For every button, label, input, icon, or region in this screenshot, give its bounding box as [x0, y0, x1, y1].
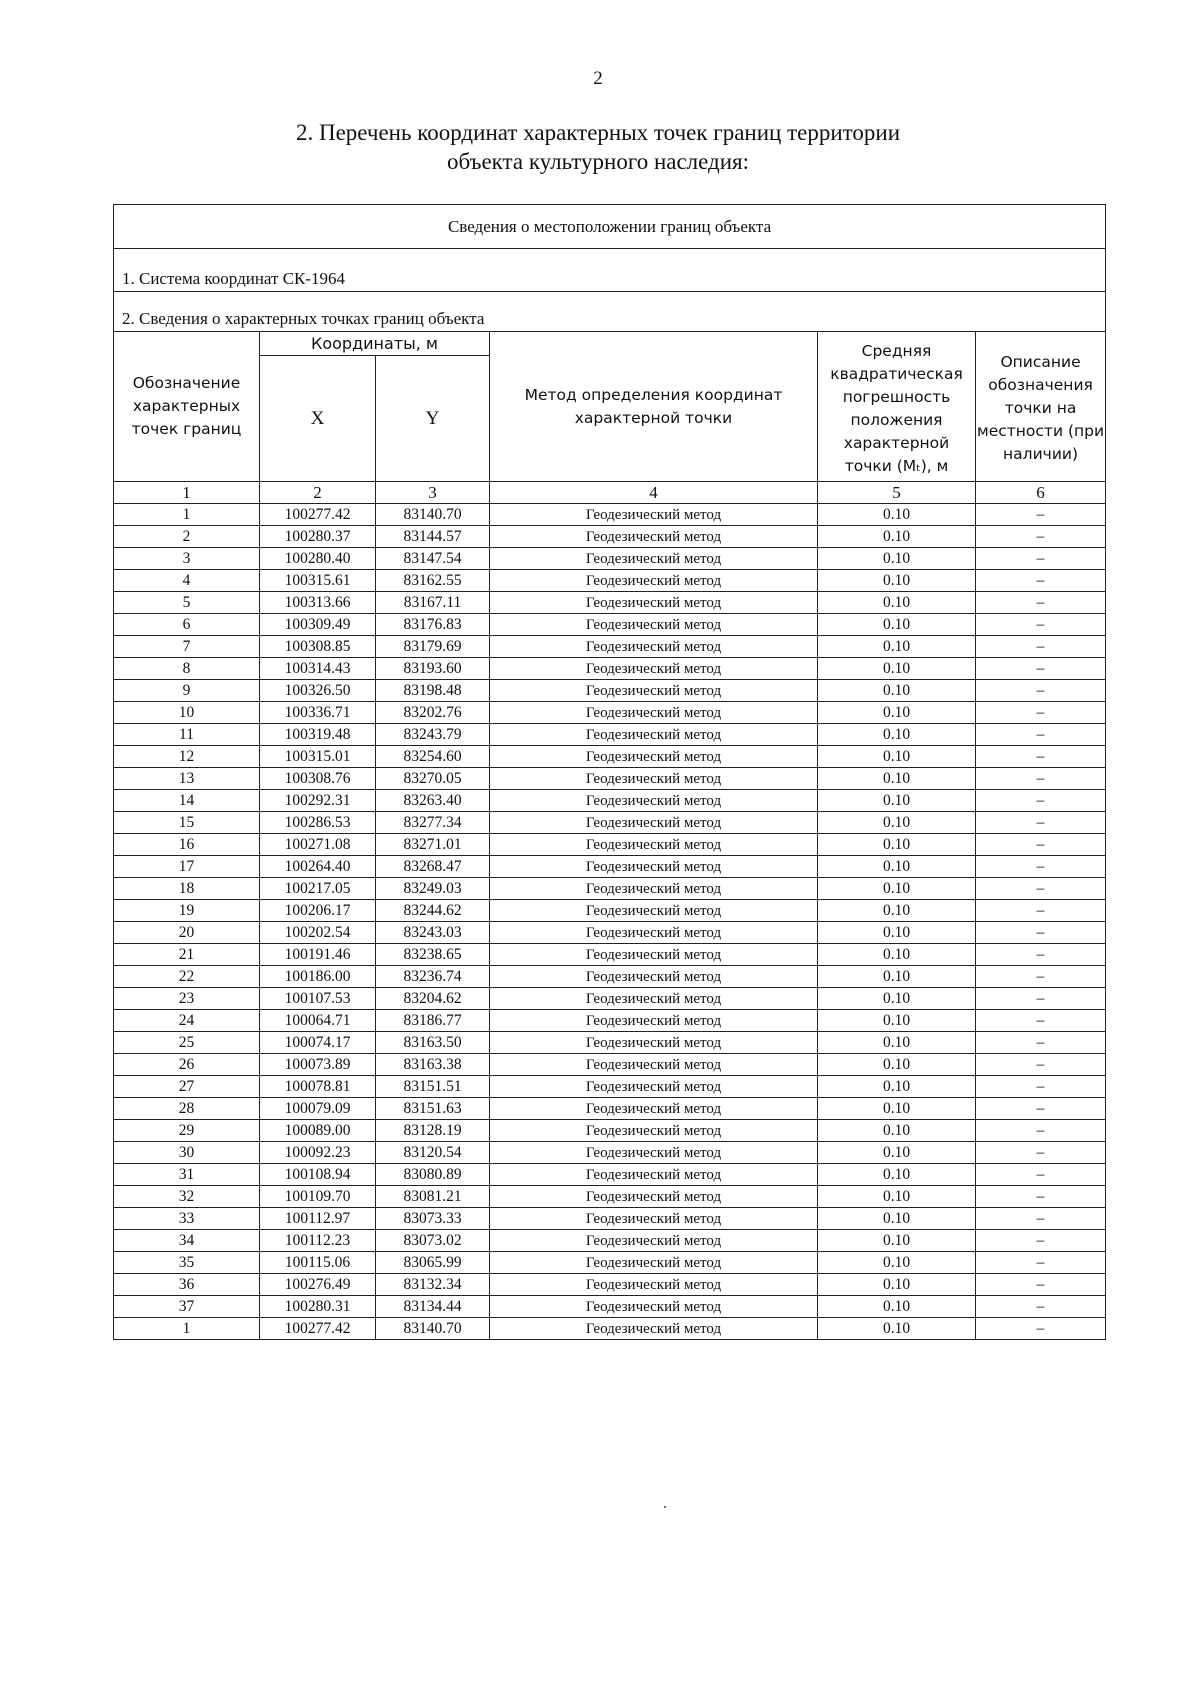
y-coordinate-cell: 83134.44 — [376, 1296, 490, 1318]
method-cell: Геодезический метод — [490, 1054, 818, 1076]
header-x: X — [260, 356, 376, 482]
x-coordinate-cell: 100073.89 — [260, 1054, 376, 1076]
method-cell: Геодезический метод — [490, 966, 818, 988]
point-number-cell: 12 — [114, 746, 260, 768]
point-number-cell: 15 — [114, 812, 260, 834]
error-cell: 0.10 — [818, 1098, 976, 1120]
method-cell: Геодезический метод — [490, 1252, 818, 1274]
point-number-cell: 4 — [114, 570, 260, 592]
error-cell: 0.10 — [818, 1186, 976, 1208]
method-cell: Геодезический метод — [490, 570, 818, 592]
column-number: 5 — [818, 482, 976, 504]
method-cell: Геодезический метод — [490, 768, 818, 790]
x-coordinate-cell: 100313.66 — [260, 592, 376, 614]
table-row — [114, 1120, 1106, 1142]
point-number-cell: 19 — [114, 900, 260, 922]
x-coordinate-cell: 100309.49 — [260, 614, 376, 636]
x-coordinate-cell: 100264.40 — [260, 856, 376, 878]
document-title — [0, 118, 1198, 176]
method-cell: Геодезический метод — [490, 988, 818, 1010]
y-coordinate-cell: 83132.34 — [376, 1274, 490, 1296]
description-cell: – — [976, 1208, 1106, 1230]
table-row — [114, 768, 1106, 790]
y-coordinate-cell: 83128.19 — [376, 1120, 490, 1142]
column-number: 3 — [376, 482, 490, 504]
x-coordinate-cell: 100308.76 — [260, 768, 376, 790]
table-row — [114, 1296, 1106, 1318]
error-cell: 0.10 — [818, 922, 976, 944]
table-row — [114, 548, 1106, 570]
method-cell: Геодезический метод — [490, 724, 818, 746]
header-coordinates: Координаты, м — [260, 332, 490, 356]
description-cell: – — [976, 1142, 1106, 1164]
x-coordinate-cell: 100308.85 — [260, 636, 376, 658]
y-coordinate-cell: 83162.55 — [376, 570, 490, 592]
table-row — [114, 680, 1106, 702]
method-cell: Геодезический метод — [490, 702, 818, 724]
table-row — [114, 702, 1106, 724]
x-coordinate-cell: 100277.42 — [260, 1318, 376, 1340]
description-cell: – — [976, 878, 1106, 900]
table-row — [114, 526, 1106, 548]
y-coordinate-cell: 83263.40 — [376, 790, 490, 812]
description-cell: – — [976, 1054, 1106, 1076]
y-coordinate-cell: 83236.74 — [376, 966, 490, 988]
table-row — [114, 1098, 1106, 1120]
method-cell: Геодезический метод — [490, 504, 818, 526]
x-coordinate-cell: 100074.17 — [260, 1032, 376, 1054]
x-coordinate-cell: 100217.05 — [260, 878, 376, 900]
description-cell: – — [976, 1032, 1106, 1054]
point-number-cell: 32 — [114, 1186, 260, 1208]
point-number-cell: 1 — [114, 504, 260, 526]
description-cell: – — [976, 636, 1106, 658]
table-row — [114, 746, 1106, 768]
error-cell: 0.10 — [818, 790, 976, 812]
method-cell: Геодезический метод — [490, 1164, 818, 1186]
table-row — [114, 1010, 1106, 1032]
point-number-cell: 29 — [114, 1120, 260, 1142]
description-cell: – — [976, 1318, 1106, 1340]
table-row — [114, 570, 1106, 592]
error-cell: 0.10 — [818, 1010, 976, 1032]
error-cell: 0.10 — [818, 548, 976, 570]
y-coordinate-cell: 83073.33 — [376, 1208, 490, 1230]
error-cell: 0.10 — [818, 1230, 976, 1252]
description-cell: – — [976, 856, 1106, 878]
method-cell: Геодезический метод — [490, 812, 818, 834]
y-coordinate-cell: 83277.34 — [376, 812, 490, 834]
description-cell: – — [976, 1186, 1106, 1208]
method-cell: Геодезический метод — [490, 922, 818, 944]
table-row — [114, 1054, 1106, 1076]
table-row — [114, 1318, 1106, 1340]
document-title-line-2: объекта культурного наследия: — [446, 149, 750, 174]
description-cell: – — [976, 680, 1106, 702]
y-coordinate-cell: 83140.70 — [376, 1318, 490, 1340]
column-number-row — [114, 482, 1106, 504]
table-row — [114, 1164, 1106, 1186]
description-cell: – — [976, 768, 1106, 790]
error-cell: 0.10 — [818, 1120, 976, 1142]
error-cell: 0.10 — [818, 724, 976, 746]
y-coordinate-cell: 83065.99 — [376, 1252, 490, 1274]
point-number-cell: 7 — [114, 636, 260, 658]
y-coordinate-cell: 83193.60 — [376, 658, 490, 680]
method-cell: Геодезический метод — [490, 1318, 818, 1340]
y-coordinate-cell: 83198.48 — [376, 680, 490, 702]
method-cell: Геодезический метод — [490, 1296, 818, 1318]
error-cell: 0.10 — [818, 614, 976, 636]
point-number-cell: 5 — [114, 592, 260, 614]
error-cell: 0.10 — [818, 526, 976, 548]
y-coordinate-cell: 83204.62 — [376, 988, 490, 1010]
y-coordinate-cell: 83151.63 — [376, 1098, 490, 1120]
x-coordinate-cell: 100186.00 — [260, 966, 376, 988]
y-coordinate-cell: 83167.11 — [376, 592, 490, 614]
table-row — [114, 834, 1106, 856]
x-coordinate-cell: 100314.43 — [260, 658, 376, 680]
column-number: 2 — [260, 482, 376, 504]
y-coordinate-cell: 83268.47 — [376, 856, 490, 878]
description-cell: – — [976, 504, 1106, 526]
point-number-cell: 28 — [114, 1098, 260, 1120]
x-coordinate-cell: 100326.50 — [260, 680, 376, 702]
error-cell: 0.10 — [818, 944, 976, 966]
point-number-cell: 34 — [114, 1230, 260, 1252]
table-row — [114, 614, 1106, 636]
y-coordinate-cell: 83243.79 — [376, 724, 490, 746]
x-coordinate-cell: 100336.71 — [260, 702, 376, 724]
point-number-cell: 25 — [114, 1032, 260, 1054]
method-cell: Геодезический метод — [490, 526, 818, 548]
description-cell: – — [976, 548, 1106, 570]
table-row — [114, 878, 1106, 900]
error-cell: 0.10 — [818, 966, 976, 988]
method-cell: Геодезический метод — [490, 856, 818, 878]
table-row — [114, 1076, 1106, 1098]
point-number-cell: 24 — [114, 1010, 260, 1032]
point-number-cell: 6 — [114, 614, 260, 636]
coordinate-system: 1. Система координат СК-1964 — [114, 249, 1106, 292]
error-cell: 0.10 — [818, 878, 976, 900]
y-coordinate-cell: 83179.69 — [376, 636, 490, 658]
method-cell: Геодезический метод — [490, 1076, 818, 1098]
description-cell: – — [976, 1296, 1106, 1318]
method-cell: Геодезический метод — [490, 1032, 818, 1054]
x-coordinate-cell: 100315.01 — [260, 746, 376, 768]
point-number-cell: 23 — [114, 988, 260, 1010]
error-cell: 0.10 — [818, 1164, 976, 1186]
description-cell: – — [976, 790, 1106, 812]
error-cell: 0.10 — [818, 1054, 976, 1076]
description-cell: – — [976, 724, 1106, 746]
error-cell: 0.10 — [818, 1032, 976, 1054]
coordinate-system-row — [114, 249, 1106, 292]
x-coordinate-cell: 100064.71 — [260, 1010, 376, 1032]
x-coordinate-cell: 100109.70 — [260, 1186, 376, 1208]
column-number: 6 — [976, 482, 1106, 504]
point-number-cell: 36 — [114, 1274, 260, 1296]
error-cell: 0.10 — [818, 702, 976, 724]
table-row — [114, 592, 1106, 614]
method-cell: Геодезический метод — [490, 636, 818, 658]
header-designation: Обозначение характерных точек границ — [114, 332, 260, 482]
point-number-cell: 1 — [114, 1318, 260, 1340]
method-cell: Геодезический метод — [490, 900, 818, 922]
point-number-cell: 26 — [114, 1054, 260, 1076]
header-method: Метод определения координат характерной точки — [490, 332, 818, 482]
page-number: 2 — [593, 68, 603, 89]
method-cell: Геодезический метод — [490, 658, 818, 680]
error-cell: 0.10 — [818, 856, 976, 878]
point-number-cell: 8 — [114, 658, 260, 680]
point-number-cell: 2 — [114, 526, 260, 548]
section-title: Сведения о местоположении границ объекта — [114, 205, 1106, 249]
point-number-cell: 18 — [114, 878, 260, 900]
y-coordinate-cell: 83144.57 — [376, 526, 490, 548]
description-cell: – — [976, 658, 1106, 680]
y-coordinate-cell: 83080.89 — [376, 1164, 490, 1186]
document-title-line-1: 2. Перечень координат характерных точек границ территории — [295, 120, 901, 145]
description-cell: – — [976, 746, 1106, 768]
error-cell: 0.10 — [818, 658, 976, 680]
error-cell: 0.10 — [818, 680, 976, 702]
error-cell: 0.10 — [818, 1318, 976, 1340]
point-number-cell: 33 — [114, 1208, 260, 1230]
description-cell: – — [976, 1230, 1106, 1252]
error-cell: 0.10 — [818, 834, 976, 856]
method-cell: Геодезический метод — [490, 1120, 818, 1142]
header-row-1 — [114, 332, 1106, 356]
error-cell: 0.10 — [818, 636, 976, 658]
x-coordinate-cell: 100286.53 — [260, 812, 376, 834]
x-coordinate-cell: 100191.46 — [260, 944, 376, 966]
y-coordinate-cell: 83163.38 — [376, 1054, 490, 1076]
point-number-cell: 11 — [114, 724, 260, 746]
method-cell: Геодезический метод — [490, 1186, 818, 1208]
x-coordinate-cell: 100202.54 — [260, 922, 376, 944]
description-cell: – — [976, 1076, 1106, 1098]
error-cell: 0.10 — [818, 1296, 976, 1318]
method-cell: Геодезический метод — [490, 790, 818, 812]
method-cell: Геодезический метод — [490, 1142, 818, 1164]
x-coordinate-cell: 100277.42 — [260, 504, 376, 526]
y-coordinate-cell: 83140.70 — [376, 504, 490, 526]
description-cell: – — [976, 812, 1106, 834]
column-number: 1 — [114, 482, 260, 504]
x-coordinate-cell: 100292.31 — [260, 790, 376, 812]
method-cell: Геодезический метод — [490, 1230, 818, 1252]
point-number-cell: 17 — [114, 856, 260, 878]
column-number: 4 — [490, 482, 818, 504]
description-cell: – — [976, 900, 1106, 922]
x-coordinate-cell: 100271.08 — [260, 834, 376, 856]
table-row — [114, 1252, 1106, 1274]
description-cell: – — [976, 702, 1106, 724]
y-coordinate-cell: 83271.01 — [376, 834, 490, 856]
description-cell: – — [976, 966, 1106, 988]
table-row — [114, 1230, 1106, 1252]
y-coordinate-cell: 83073.02 — [376, 1230, 490, 1252]
error-cell: 0.10 — [818, 768, 976, 790]
x-coordinate-cell: 100315.61 — [260, 570, 376, 592]
y-coordinate-cell: 83151.51 — [376, 1076, 490, 1098]
description-cell: – — [976, 1274, 1106, 1296]
x-coordinate-cell: 100276.49 — [260, 1274, 376, 1296]
y-coordinate-cell: 83244.62 — [376, 900, 490, 922]
description-cell: – — [976, 1164, 1106, 1186]
point-number-cell: 27 — [114, 1076, 260, 1098]
x-coordinate-cell: 100112.97 — [260, 1208, 376, 1230]
table-row — [114, 1186, 1106, 1208]
points-info: 2. Сведения о характерных точках границ объекта — [114, 292, 1106, 332]
section-title-row — [114, 205, 1106, 249]
table-row — [114, 1208, 1106, 1230]
error-cell: 0.10 — [818, 1252, 976, 1274]
method-cell: Геодезический метод — [490, 1098, 818, 1120]
description-cell: – — [976, 988, 1106, 1010]
table-row — [114, 636, 1106, 658]
x-coordinate-cell: 100115.06 — [260, 1252, 376, 1274]
table-row — [114, 922, 1106, 944]
table-row — [114, 900, 1106, 922]
x-coordinate-cell: 100108.94 — [260, 1164, 376, 1186]
x-coordinate-cell: 100107.53 — [260, 988, 376, 1010]
description-cell: – — [976, 944, 1106, 966]
x-coordinate-cell: 100112.23 — [260, 1230, 376, 1252]
table-row — [114, 1274, 1106, 1296]
description-cell: – — [976, 834, 1106, 856]
description-cell: – — [976, 614, 1106, 636]
point-number-cell: 14 — [114, 790, 260, 812]
error-cell: 0.10 — [818, 1076, 976, 1098]
method-cell: Геодезический метод — [490, 944, 818, 966]
point-number-cell: 9 — [114, 680, 260, 702]
y-coordinate-cell: 83163.50 — [376, 1032, 490, 1054]
point-number-cell: 30 — [114, 1142, 260, 1164]
x-coordinate-cell: 100206.17 — [260, 900, 376, 922]
x-coordinate-cell: 100280.31 — [260, 1296, 376, 1318]
error-cell: 0.10 — [818, 1142, 976, 1164]
method-cell: Геодезический метод — [490, 680, 818, 702]
y-coordinate-cell: 83243.03 — [376, 922, 490, 944]
error-cell: 0.10 — [818, 1274, 976, 1296]
table-row — [114, 1142, 1106, 1164]
point-number-cell: 3 — [114, 548, 260, 570]
y-coordinate-cell: 83270.05 — [376, 768, 490, 790]
header-error: Средняя квадратическая погрешность положения характерной точки (Mₜ), м — [818, 332, 976, 482]
point-number-cell: 16 — [114, 834, 260, 856]
point-number-cell: 13 — [114, 768, 260, 790]
table-row — [114, 724, 1106, 746]
x-coordinate-cell: 100089.00 — [260, 1120, 376, 1142]
table-row — [114, 1032, 1106, 1054]
method-cell: Геодезический метод — [490, 614, 818, 636]
point-number-cell: 31 — [114, 1164, 260, 1186]
method-cell: Геодезический метод — [490, 548, 818, 570]
table-row — [114, 966, 1106, 988]
point-number-cell: 35 — [114, 1252, 260, 1274]
description-cell: – — [976, 1252, 1106, 1274]
method-cell: Геодезический метод — [490, 878, 818, 900]
description-cell: – — [976, 922, 1106, 944]
y-coordinate-cell: 83120.54 — [376, 1142, 490, 1164]
description-cell: – — [976, 1120, 1106, 1142]
header-description: Описание обозначения точки на местности (при наличии) — [976, 332, 1106, 482]
x-coordinate-cell: 100078.81 — [260, 1076, 376, 1098]
table-row — [114, 856, 1106, 878]
error-cell: 0.10 — [818, 988, 976, 1010]
error-cell: 0.10 — [818, 504, 976, 526]
y-coordinate-cell: 83081.21 — [376, 1186, 490, 1208]
point-number-cell: 22 — [114, 966, 260, 988]
y-coordinate-cell: 83249.03 — [376, 878, 490, 900]
method-cell: Геодезический метод — [490, 746, 818, 768]
error-cell: 0.10 — [818, 812, 976, 834]
error-cell: 0.10 — [818, 746, 976, 768]
method-cell: Геодезический метод — [490, 1010, 818, 1032]
x-coordinate-cell: 100319.48 — [260, 724, 376, 746]
y-coordinate-cell: 83147.54 — [376, 548, 490, 570]
x-coordinate-cell: 100092.23 — [260, 1142, 376, 1164]
table-row — [114, 988, 1106, 1010]
description-cell: – — [976, 1010, 1106, 1032]
error-cell: 0.10 — [818, 570, 976, 592]
point-number-cell: 10 — [114, 702, 260, 724]
point-number-cell: 37 — [114, 1296, 260, 1318]
table-row — [114, 790, 1106, 812]
description-cell: – — [976, 1098, 1106, 1120]
description-cell: – — [976, 570, 1106, 592]
coordinates-table — [113, 204, 1106, 1340]
y-coordinate-cell: 83176.83 — [376, 614, 490, 636]
point-number-cell: 20 — [114, 922, 260, 944]
x-coordinate-cell: 100280.40 — [260, 548, 376, 570]
method-cell: Геодезический метод — [490, 1208, 818, 1230]
x-coordinate-cell: 100280.37 — [260, 526, 376, 548]
method-cell: Геодезический метод — [490, 834, 818, 856]
table-row — [114, 504, 1106, 526]
description-cell: – — [976, 526, 1106, 548]
point-number-cell: 21 — [114, 944, 260, 966]
y-coordinate-cell: 83186.77 — [376, 1010, 490, 1032]
method-cell: Геодезический метод — [490, 592, 818, 614]
y-coordinate-cell: 83238.65 — [376, 944, 490, 966]
error-cell: 0.10 — [818, 592, 976, 614]
y-coordinate-cell: 83254.60 — [376, 746, 490, 768]
table-row — [114, 944, 1106, 966]
header-y: Y — [376, 356, 490, 482]
method-cell: Геодезический метод — [490, 1274, 818, 1296]
x-coordinate-cell: 100079.09 — [260, 1098, 376, 1120]
scan-dot — [664, 1506, 666, 1508]
table-row — [114, 812, 1106, 834]
points-info-row — [114, 292, 1106, 332]
description-cell: – — [976, 592, 1106, 614]
error-cell: 0.10 — [818, 1208, 976, 1230]
table-row — [114, 658, 1106, 680]
error-cell: 0.10 — [818, 900, 976, 922]
y-coordinate-cell: 83202.76 — [376, 702, 490, 724]
